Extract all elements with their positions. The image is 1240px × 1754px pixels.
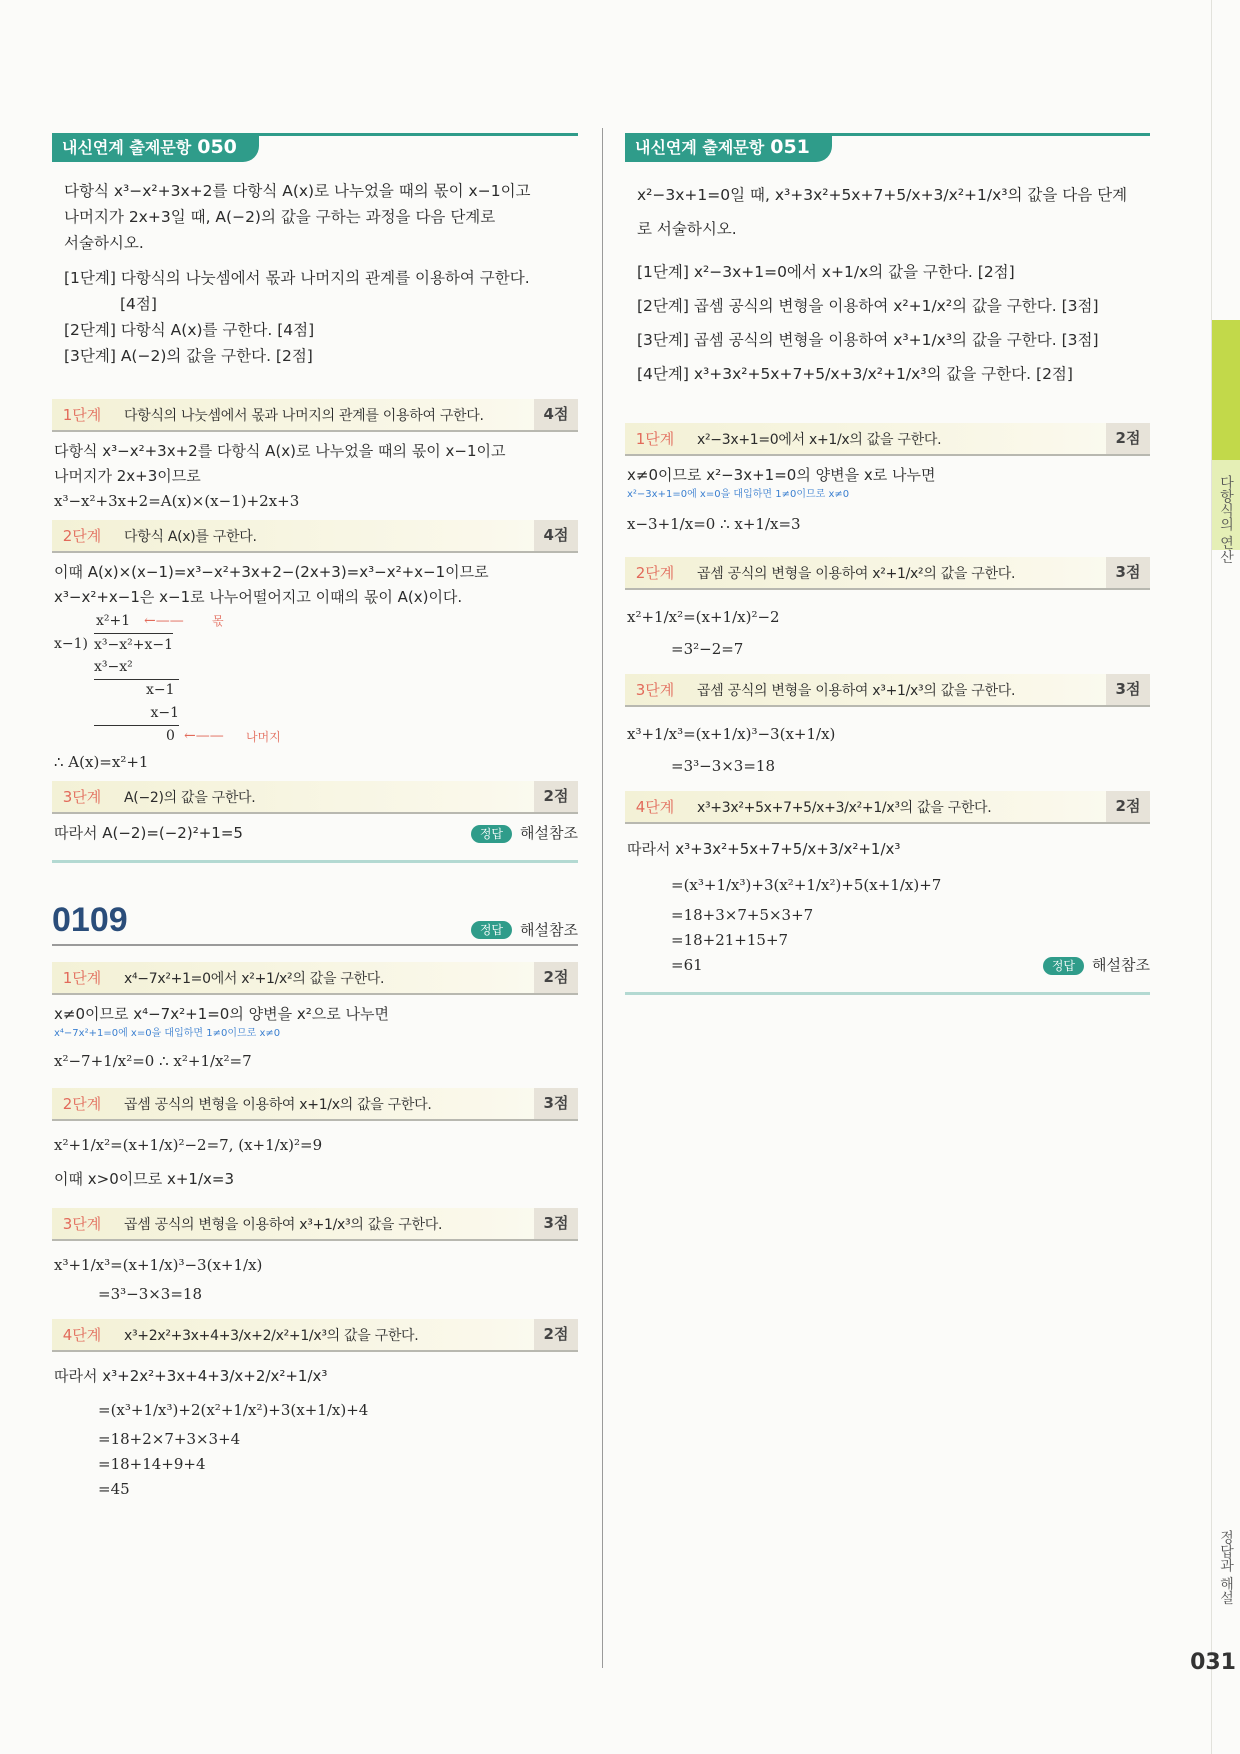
tab-number: 051 <box>770 136 810 158</box>
step-bar-2 <box>625 557 1150 590</box>
solution-line: 따라서 A(−2)=(−2)²+1=5 <box>54 824 243 842</box>
step-3-instruction: [3단계] A(−2)의 값을 구한다. [2점] <box>64 347 313 365</box>
answer-ref <box>1043 953 1150 978</box>
step-label: 4단계 <box>635 798 675 816</box>
step-1-instruction: [1단계] x²−3x+1=0에서 x+1/x의 값을 구한다. [2점] <box>637 263 1015 281</box>
step-points: 2점 <box>534 781 578 812</box>
step-title: x³+2x²+3x+4+3/x+2/x²+1/x³의 값을 구한다. <box>124 1327 419 1344</box>
side-note: x⁴−7x²+1=0에 x=0을 대입하면 1≠0이므로 x≠0 <box>54 1028 281 1039</box>
solution-step-3 <box>52 814 578 852</box>
step-title: 곱셈 공식의 변형을 이용하여 x³+1/x³의 값을 구한다. <box>124 1216 443 1233</box>
solution-step-2 <box>52 553 578 781</box>
solution-step-2 <box>52 1121 578 1202</box>
solution-line: x≠0이므로 x²−3x+1=0의 양변을 x로 나누면 <box>627 466 936 484</box>
problem-0109-header <box>52 901 578 946</box>
answer-text: 해설참조 <box>1092 956 1150 974</box>
step-title: x³+3x²+5x+7+5/x+3/x²+1/x³의 값을 구한다. <box>697 799 992 816</box>
step-2-instruction: [2단계] 곱셈 공식의 변형을 이용하여 x²+1/x²의 값을 구한다. [3점] <box>637 297 1099 315</box>
step-bar-1 <box>52 962 578 995</box>
step-bar-3 <box>52 1208 578 1241</box>
equation-line: x³+1/x³=(x+1/x)³−3(x+1/x) <box>54 1256 263 1274</box>
equation-line: =18+21+15+7 <box>671 931 789 949</box>
equation-line: =3²−2=7 <box>671 640 744 658</box>
step-bar-2 <box>52 1088 578 1121</box>
chapter-side-tab <box>1212 320 1240 460</box>
solution-step-3 <box>52 1241 578 1313</box>
division-subtract-1: x³−x² <box>94 656 179 680</box>
equation-line: =3³−3×3=18 <box>98 1285 203 1303</box>
division-remainder: 0 <box>166 728 175 744</box>
equation-line: x²+1/x²=(x+1/x)²−2=7, (x+1/x)²=9 <box>54 1136 323 1154</box>
step-points: 4점 <box>534 520 578 551</box>
side-note: x²−3x+1=0에 x=0을 대입하면 1≠0이므로 x≠0 <box>627 489 850 500</box>
step-points: 3점 <box>534 1088 578 1119</box>
answer-ref <box>471 821 578 846</box>
solution-line: 이때 x>0이므로 x+1/x=3 <box>54 1170 235 1188</box>
step-points: 2점 <box>534 962 578 993</box>
equation-line: =18+2×7+3×3+4 <box>98 1430 241 1448</box>
step-label: 2단계 <box>62 527 102 545</box>
step-4-instruction: [4단계] x³+3x²+5x+7+5/x+3/x²+1/x³의 값을 구한다. [2점] <box>637 365 1073 383</box>
problem-number: 0109 <box>52 901 128 939</box>
step-label: 1단계 <box>62 406 102 424</box>
division-quotient: x²+1 <box>96 613 131 629</box>
equation-line: =18+14+9+4 <box>98 1455 206 1473</box>
solution-step-1 <box>52 995 578 1080</box>
tab-label: 내신연계 출제문항 <box>62 138 192 157</box>
step-3-instruction: [3단계] 곱셈 공식의 변형을 이용하여 x³+1/x³의 값을 구한다. [3점] <box>637 331 1099 349</box>
stem-line: 로 서술하시오. <box>637 220 737 238</box>
arrow-left-icon: ←—— <box>184 728 224 744</box>
equation-line: =45 <box>98 1480 130 1498</box>
page-edge-line <box>1211 0 1212 1754</box>
step-points: 2점 <box>1106 423 1150 454</box>
step-1-points: [4점] <box>120 295 157 313</box>
final-row <box>627 953 1150 978</box>
step-label: 3단계 <box>62 1215 102 1233</box>
step-label: 2단계 <box>62 1095 102 1113</box>
equation-line: x−3+1/x=0 ∴ x+1/x=3 <box>627 515 801 533</box>
step-points: 4점 <box>534 399 578 430</box>
equation-line: =(x³+1/x³)+2(x²+1/x²)+3(x+1/x)+4 <box>98 1401 369 1419</box>
solution-step-1 <box>52 432 578 520</box>
answer-text: 해설참조 <box>520 824 578 842</box>
step-bar-4 <box>52 1319 578 1352</box>
stem-line: 다항식 x³−x²+3x+2를 다항식 A(x)로 나누었을 때의 몫이 x−1이고 <box>64 182 531 200</box>
remainder-label: 나머지 <box>246 730 281 744</box>
right-column <box>625 133 1150 995</box>
step-label: 3단계 <box>635 681 675 699</box>
solution-line: 따라서 x³+3x²+5x+7+5/x+3/x²+1/x³ <box>627 840 901 858</box>
step-bar-1 <box>625 423 1150 456</box>
left-column <box>52 133 578 1508</box>
step-label: 4단계 <box>62 1326 102 1344</box>
step-points: 3점 <box>1106 674 1150 705</box>
step-title: A(−2)의 값을 구한다. <box>124 789 256 806</box>
equation-line: =61 <box>671 956 703 974</box>
problem-header-050 <box>52 133 578 164</box>
stem-line: 나머지가 2x+3일 때, A(−2)의 값을 구하는 과정을 다음 단계로 <box>64 208 496 226</box>
page-number: 031 <box>1190 1650 1236 1675</box>
solution-step-2 <box>625 590 1150 668</box>
section-end-rule <box>625 992 1150 995</box>
equation-line: ∴ A(x)=x²+1 <box>54 753 149 771</box>
section-side-text: 정답과 해설 <box>1218 1530 1234 1605</box>
step-title: x²−3x+1=0에서 x+1/x의 값을 구한다. <box>697 431 942 448</box>
step-label: 1단계 <box>62 969 102 987</box>
division-dividend: x³−x²+x−1 <box>94 633 173 657</box>
step-label: 2단계 <box>635 564 675 582</box>
solution-line: x³−x²+x−1은 x−1로 나누어떨어지고 이때의 몫이 A(x)이다. <box>54 588 463 606</box>
step-title: 곱셈 공식의 변형을 이용하여 x²+1/x²의 값을 구한다. <box>697 565 1016 582</box>
equation-line: =3³−3×3=18 <box>671 757 776 775</box>
header-rule <box>625 133 1150 136</box>
step-bar-3 <box>625 674 1150 707</box>
step-label: 1단계 <box>635 430 675 448</box>
equation-line: x²−7+1/x²=0 ∴ x²+1/x²=7 <box>54 1052 252 1070</box>
step-points: 3점 <box>534 1208 578 1239</box>
long-division <box>54 610 578 750</box>
step-label: 3단계 <box>62 788 102 806</box>
division-remainder-1: x−1 <box>146 682 175 698</box>
equation-line: x³+1/x³=(x+1/x)³−3(x+1/x) <box>627 725 836 743</box>
equation-line: =(x³+1/x³)+3(x²+1/x²)+5(x+1/x)+7 <box>671 876 942 894</box>
step-title: 곱셈 공식의 변형을 이용하여 x+1/x의 값을 구한다. <box>124 1096 432 1113</box>
step-points: 2점 <box>534 1319 578 1350</box>
section-end-rule <box>52 860 578 863</box>
division-subtract-2: x−1 <box>94 702 179 726</box>
step-2-instruction: [2단계] 다항식 A(x)를 구한다. [4점] <box>64 321 315 339</box>
answer-badge: 정답 <box>471 825 512 843</box>
column-divider <box>602 128 603 1668</box>
tab-number: 050 <box>197 136 237 158</box>
stem-line: 서술하시오. <box>64 234 144 252</box>
step-1-instruction: [1단계] 다항식의 나눗셈에서 몫과 나머지의 관계를 이용하여 구한다. <box>64 269 530 287</box>
problem-tab <box>625 133 832 162</box>
step-points: 3점 <box>1106 557 1150 588</box>
equation-line: x³−x²+3x+2=A(x)×(x−1)+2x+3 <box>54 492 300 510</box>
step-title: 다항식의 나눗셈에서 몫과 나머지의 관계를 이용하여 구한다. <box>124 407 484 424</box>
header-rule <box>52 133 578 136</box>
solution-step-3 <box>625 707 1150 785</box>
step-title: 곱셈 공식의 변형을 이용하여 x³+1/x³의 값을 구한다. <box>697 682 1016 699</box>
solution-line: 따라서 x³+2x²+3x+4+3/x+2/x²+1/x³ <box>54 1367 328 1385</box>
answer-badge: 정답 <box>471 921 512 939</box>
solution-line: 다항식 x³−x²+3x+2를 다항식 A(x)로 나누었을 때의 몫이 x−1이고 <box>54 442 506 460</box>
step-points: 2점 <box>1106 791 1150 822</box>
division-divisor: x−1) <box>54 636 88 652</box>
answer-ref <box>471 919 578 940</box>
problem-header-051 <box>625 133 1150 164</box>
solution-line: x≠0이므로 x⁴−7x²+1=0의 양변을 x²으로 나누면 <box>54 1005 389 1023</box>
tab-label: 내신연계 출제문항 <box>635 138 765 157</box>
step-bar-3 <box>52 781 578 814</box>
chapter-side-text: 다항식의 연산 <box>1218 475 1234 564</box>
answer-badge: 정답 <box>1043 957 1084 975</box>
solution-step-4 <box>52 1352 578 1508</box>
arrow-left-icon: ←—— <box>144 613 184 629</box>
equation-line: x²+1/x²=(x+1/x)²−2 <box>627 608 780 626</box>
step-bar-2 <box>52 520 578 553</box>
step-title: 다항식 A(x)를 구한다. <box>124 528 257 545</box>
solution-line: 이때 A(x)×(x−1)=x³−x²+3x+2−(2x+3)=x³−x²+x−1이므로 <box>54 563 489 581</box>
quotient-label: 몫 <box>212 614 224 628</box>
problem-051-body <box>625 164 1150 391</box>
problem-050-body <box>52 164 578 369</box>
answer-text: 해설참조 <box>520 921 578 939</box>
step-bar-1 <box>52 399 578 432</box>
solution-line: 나머지가 2x+3이므로 <box>54 467 201 485</box>
stem-line: x²−3x+1=0일 때, x³+3x²+5x+7+5/x+3/x²+1/x³의 값을 다음 단계 <box>637 186 1128 204</box>
solution-step-4 <box>625 824 1150 984</box>
step-title: x⁴−7x²+1=0에서 x²+1/x²의 값을 구한다. <box>124 970 385 987</box>
step-bar-4 <box>625 791 1150 824</box>
problem-tab <box>52 133 259 162</box>
solution-step-1 <box>625 456 1150 543</box>
equation-line: =18+3×7+5×3+7 <box>671 906 814 924</box>
